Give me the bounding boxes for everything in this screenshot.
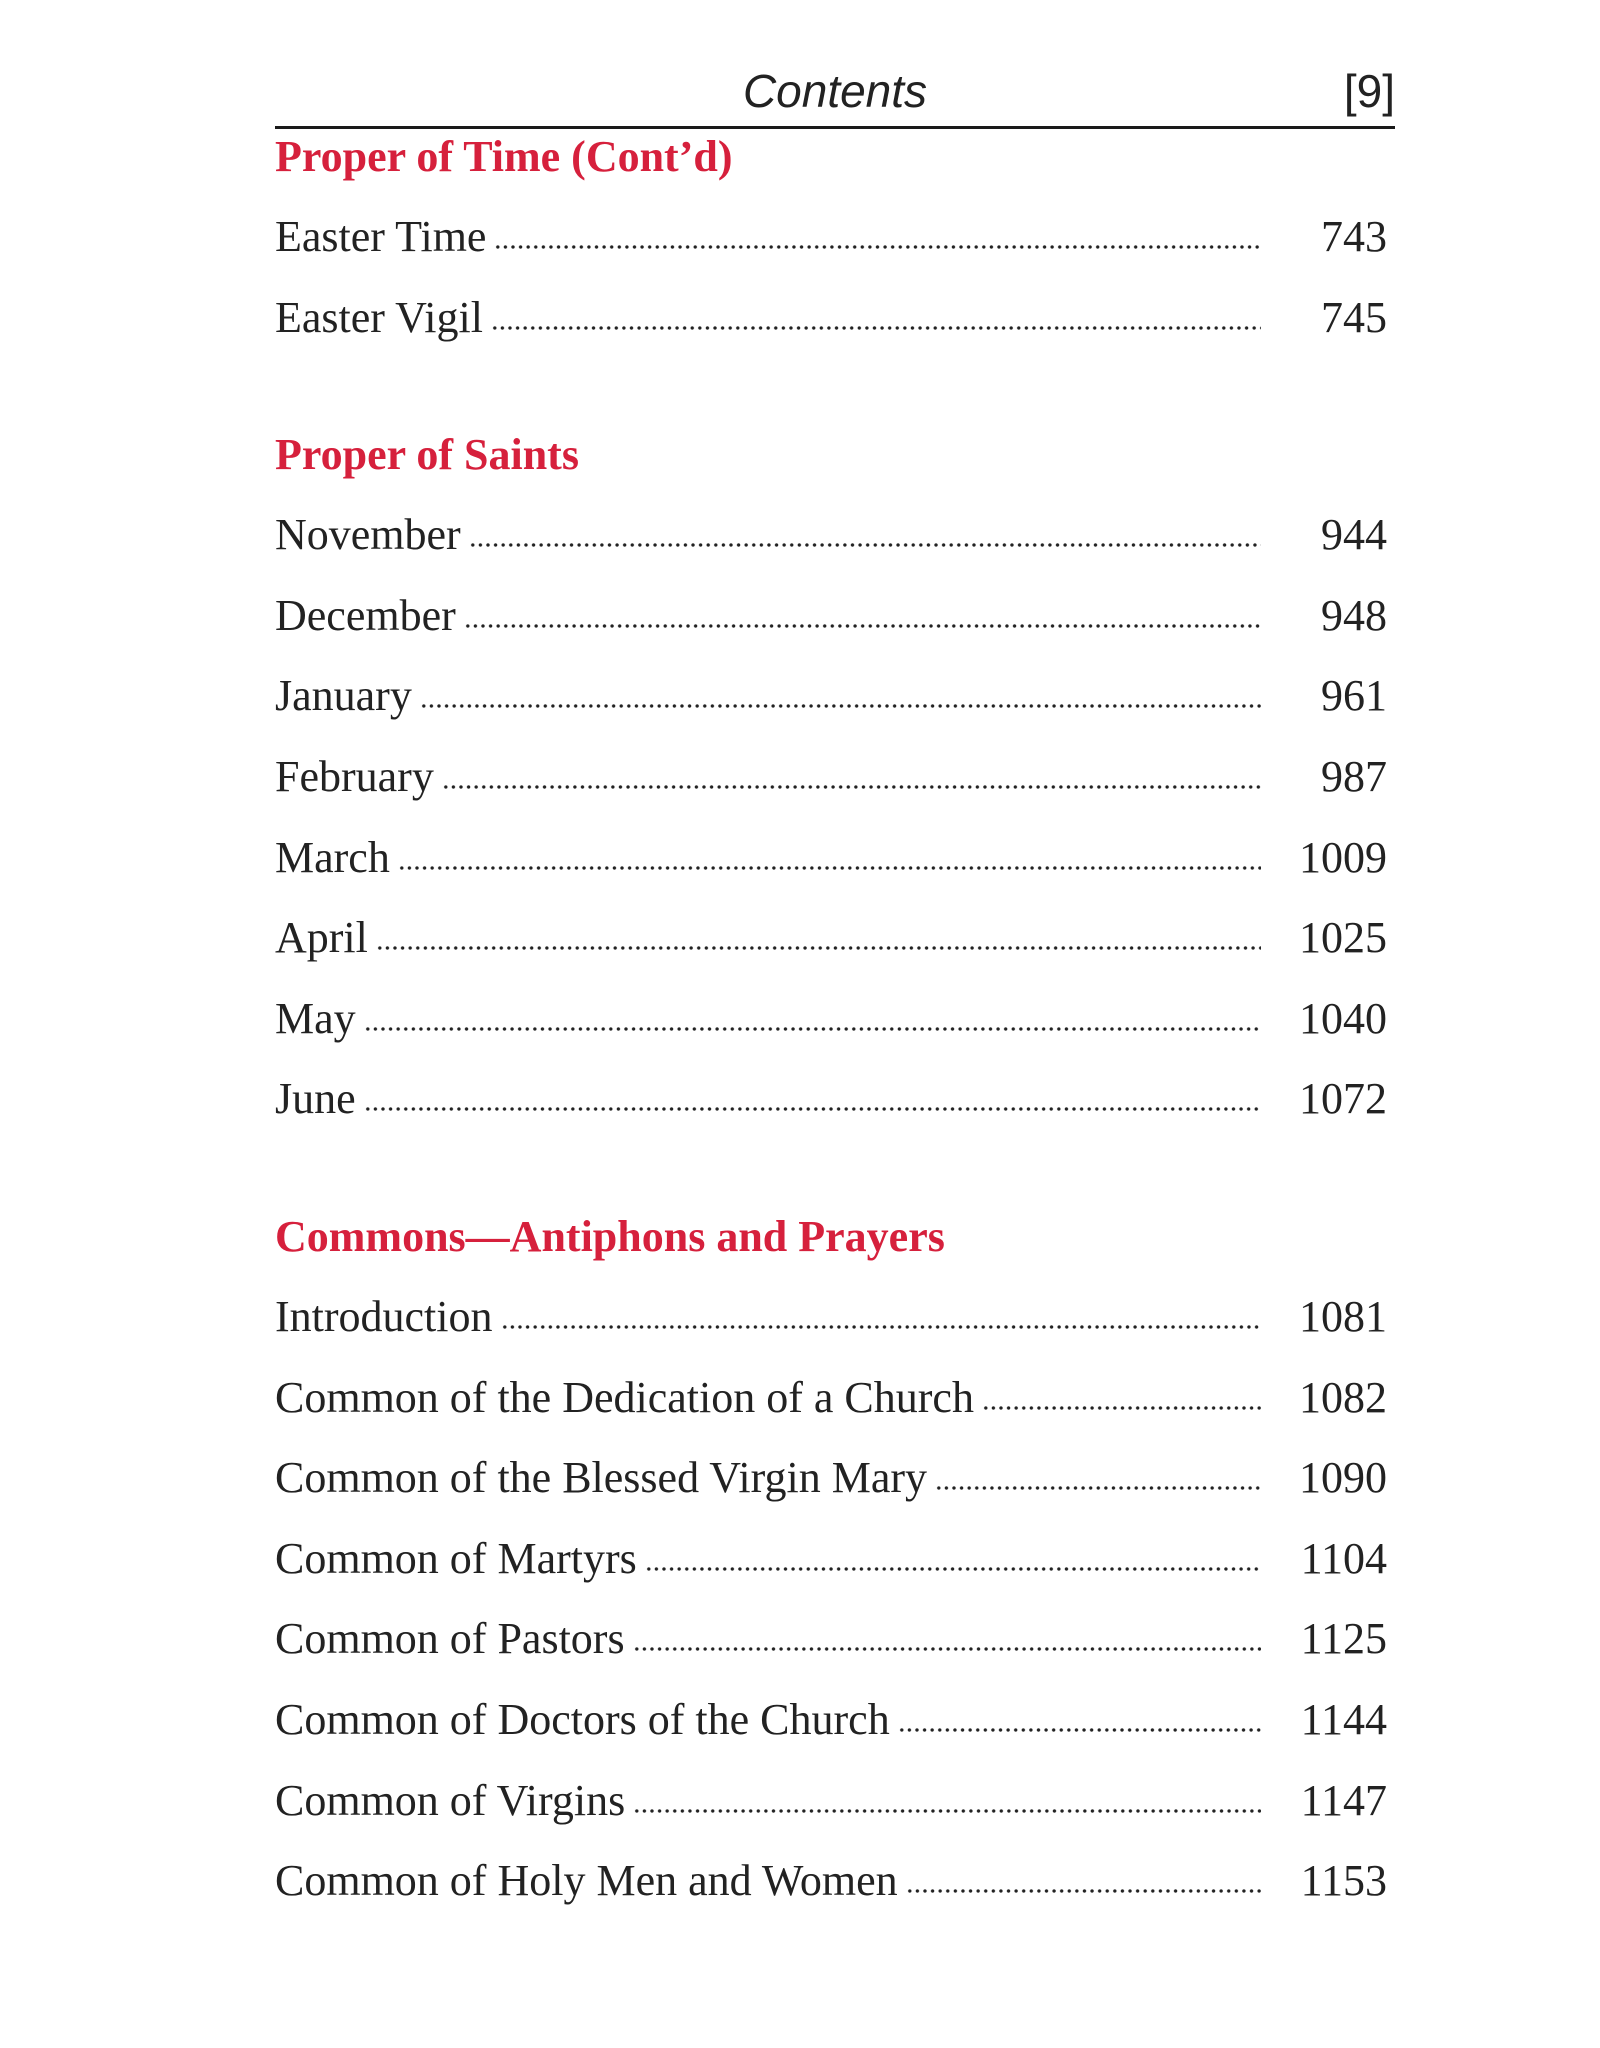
- toc-entry-page: 987: [1321, 751, 1387, 801]
- running-header: [275, 62, 1395, 129]
- toc-entry-page: 1147: [1300, 1775, 1387, 1825]
- toc-entry-page: 1009: [1299, 832, 1387, 882]
- toc-entry-label: April: [275, 913, 368, 963]
- toc-entry-label: December: [275, 590, 456, 640]
- dot-leader: [633, 1809, 1261, 1813]
- toc-entry-page: 1081: [1299, 1291, 1387, 1341]
- toc-entry-martyrs[interactable]: [275, 1531, 1395, 1612]
- toc-entry-january[interactable]: [275, 668, 1395, 749]
- toc-entry-page: 743: [1321, 212, 1387, 261]
- dot-leader: [494, 245, 1261, 249]
- toc-entry-page: 1125: [1300, 1614, 1387, 1664]
- dot-leader: [935, 1486, 1261, 1490]
- section-heading: Proper of Saints: [275, 430, 579, 480]
- toc-entry-label: Common of the Dedication of a Church: [275, 1372, 974, 1422]
- section-commons: [275, 1209, 1395, 1934]
- toc-entry-label: February: [275, 751, 434, 801]
- toc-entry-label: March: [275, 832, 390, 882]
- toc-entry-page: 944: [1321, 510, 1387, 560]
- dot-leader: [420, 704, 1261, 708]
- toc-entry-virgins[interactable]: [275, 1773, 1395, 1854]
- dot-leader: [469, 543, 1261, 547]
- toc-entry-doctors-of-the-church[interactable]: [275, 1692, 1395, 1773]
- toc-entry-april[interactable]: [275, 910, 1395, 991]
- dot-leader: [906, 1889, 1261, 1893]
- contents-page: [275, 62, 1395, 1934]
- toc-entry-label: Common of Holy Men and Women: [275, 1856, 898, 1906]
- dot-leader: [398, 866, 1261, 870]
- toc-entry-blessed-virgin-mary[interactable]: [275, 1450, 1395, 1531]
- section-heading: Commons—Antiphons and Prayers: [275, 1211, 945, 1261]
- toc-entry-label: Easter Time: [275, 212, 487, 261]
- dot-leader: [376, 946, 1261, 950]
- toc-entry-label: Introduction: [275, 1291, 493, 1341]
- toc-entry-page: 1040: [1299, 993, 1387, 1043]
- toc-entry-dedication-of-a-church[interactable]: [275, 1370, 1395, 1451]
- dot-leader: [364, 1027, 1261, 1031]
- toc-entry-page: 948: [1321, 590, 1387, 640]
- toc-entry-march[interactable]: [275, 830, 1395, 911]
- dot-leader: [491, 326, 1261, 330]
- toc-entry-june[interactable]: [275, 1071, 1395, 1152]
- toc-entry-label: Easter Vigil: [275, 292, 483, 342]
- toc-entry-page: 1104: [1300, 1533, 1387, 1583]
- section-heading: Proper of Time (Cont’d): [275, 132, 733, 181]
- toc-entry-easter-time[interactable]: [275, 209, 1395, 290]
- toc-entry-holy-men-and-women[interactable]: [275, 1853, 1395, 1934]
- toc-entry-label: Common of Doctors of the Church: [275, 1694, 890, 1744]
- dot-leader: [633, 1647, 1261, 1651]
- toc-entry-label: Common of the Blessed Virgin Mary: [275, 1453, 928, 1503]
- page-number: [9]: [1343, 65, 1395, 117]
- toc-entry-december[interactable]: [275, 588, 1395, 669]
- toc-entry-november[interactable]: [275, 507, 1395, 588]
- toc-entry-label: Common of Martyrs: [275, 1533, 637, 1583]
- toc-entry-introduction[interactable]: [275, 1289, 1395, 1370]
- dot-leader: [464, 624, 1261, 628]
- dot-leader: [501, 1325, 1261, 1329]
- toc-entry-label: Common of Pastors: [275, 1614, 625, 1664]
- toc-entry-label: January: [275, 671, 412, 721]
- section-proper-of-time: [275, 129, 1395, 370]
- dot-leader: [364, 1107, 1261, 1111]
- toc-entry-label: June: [275, 1074, 356, 1124]
- dot-leader: [645, 1567, 1261, 1571]
- page-title: Contents: [742, 65, 928, 117]
- toc-entry-page: 1144: [1300, 1694, 1387, 1744]
- dot-leader: [982, 1406, 1261, 1410]
- toc-entry-may[interactable]: [275, 991, 1395, 1072]
- toc-entry-page: 1025: [1299, 913, 1387, 963]
- toc-entry-page: 745: [1321, 292, 1387, 342]
- dot-leader: [442, 785, 1261, 789]
- toc-entry-easter-vigil[interactable]: [275, 290, 1395, 371]
- toc-entry-page: 1072: [1299, 1074, 1387, 1124]
- toc-entry-page: 961: [1321, 671, 1387, 721]
- toc-entry-february[interactable]: [275, 749, 1395, 830]
- toc-entry-label: November: [275, 510, 461, 560]
- toc-entry-page: 1153: [1300, 1856, 1387, 1906]
- toc-entry-label: Common of Virgins: [275, 1775, 626, 1825]
- section-proper-of-saints: [275, 427, 1395, 1152]
- toc-entry-label: May: [275, 993, 356, 1043]
- dot-leader: [898, 1728, 1261, 1732]
- toc-entry-page: 1090: [1299, 1453, 1387, 1503]
- toc-entry-page: 1082: [1299, 1372, 1387, 1422]
- toc-entry-pastors[interactable]: [275, 1611, 1395, 1692]
